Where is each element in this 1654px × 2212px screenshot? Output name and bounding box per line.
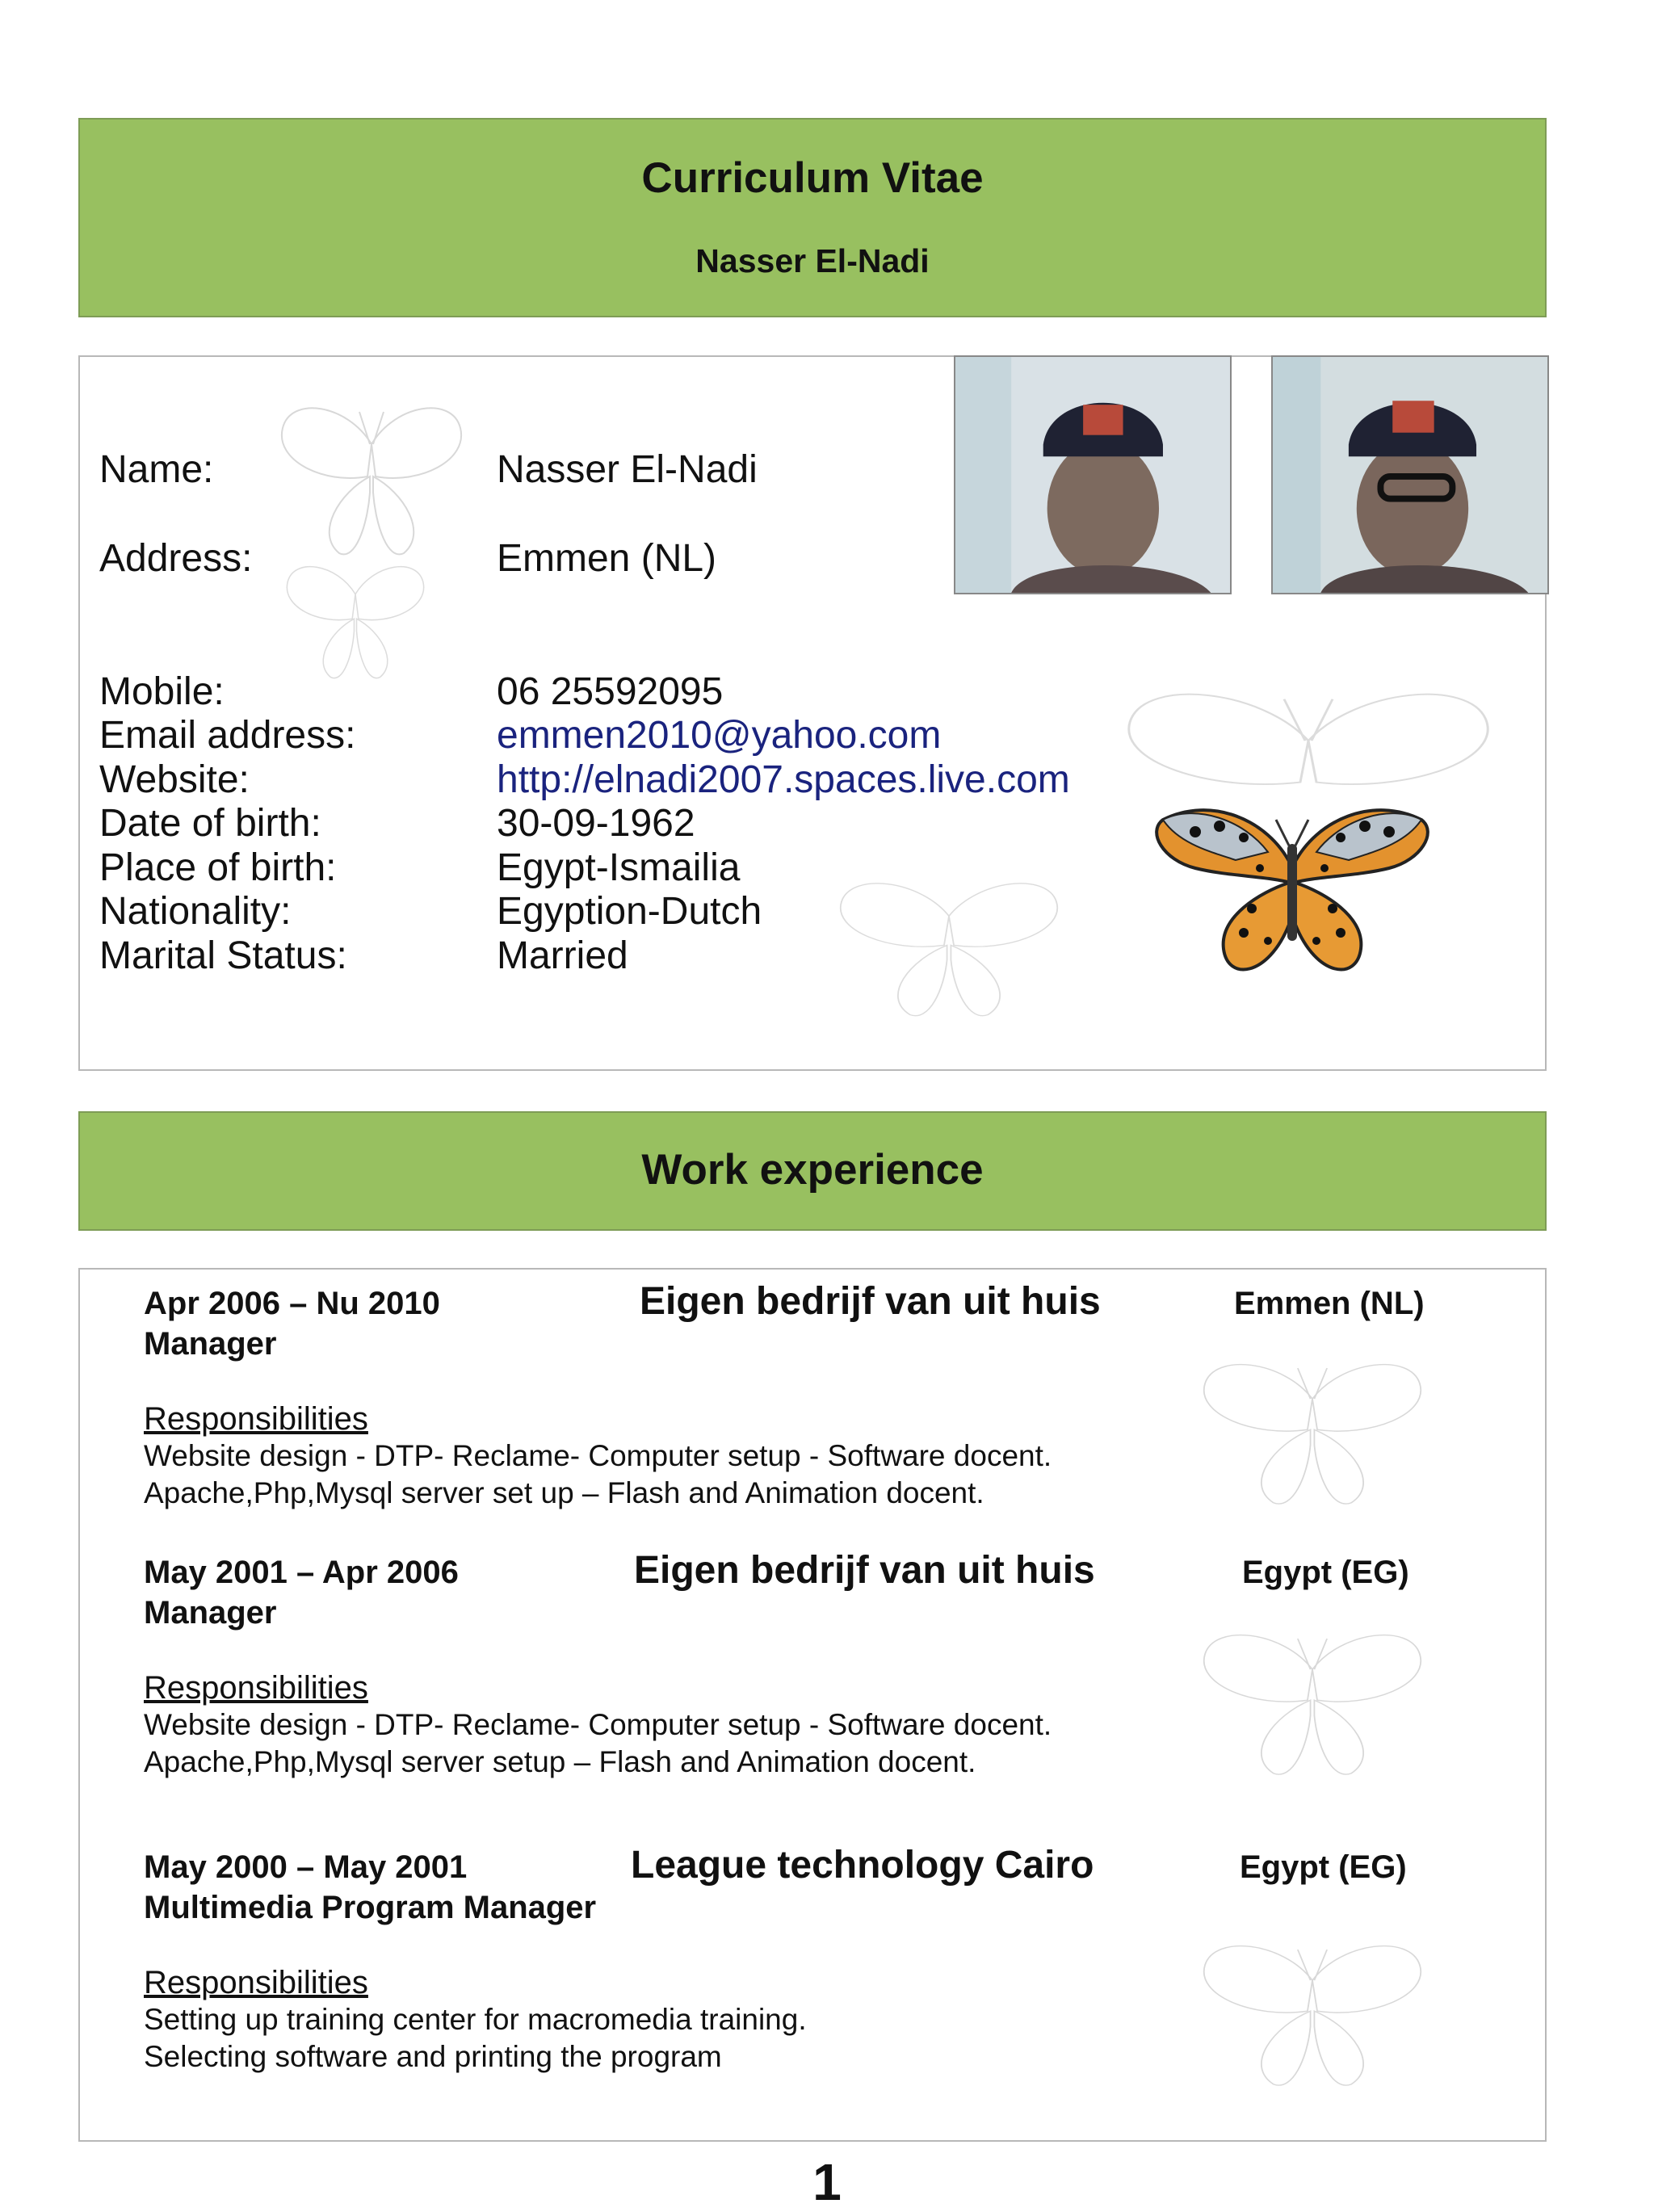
responsibilities-heading: Responsibilities [144,1401,368,1437]
page-number: 1 [812,2153,842,2211]
job-role: Manager [144,1595,277,1631]
nationality-label: Nationality: [99,890,292,933]
pob-value: Egypt-Ismailia [497,846,741,889]
outline-butterfly-icon [1195,1934,1429,2096]
outline-butterfly-icon [1195,1623,1429,1785]
job-company: Eigen bedrijf van uit huis [640,1280,1101,1323]
job-period: May 2001 – Apr 2006 [144,1555,459,1590]
responsibility-line: Website design - DTP- Reclame- Computer setup - Software docent. [144,1708,1052,1741]
responsibility-line: Apache,Php,Mysql server setup – Flash and Animation docent. [144,1745,976,1778]
website-label: Website: [99,758,250,801]
mobile-label: Mobile: [99,670,225,713]
marital-value: Married [497,934,628,977]
job-period: Apr 2006 – Nu 2010 [144,1286,440,1321]
profile-photo [954,355,1232,594]
website-link[interactable]: http://elnadi2007.spaces.live.com [497,758,1070,801]
job-period: May 2000 – May 2001 [144,1849,468,1885]
marital-label: Marital Status: [99,934,347,977]
address-label: Address: [99,537,253,580]
pob-label: Place of birth: [99,846,337,889]
job-location: Egypt (EG) [1242,1555,1409,1590]
outline-butterfly-icon [832,872,1066,1026]
name-value: Nasser El-Nadi [497,448,758,491]
outline-butterfly-icon [275,396,468,565]
cv-title: Curriculum Vitae [641,154,984,202]
responsibility-line: Setting up training center for macromedia training. [144,2003,807,2036]
dob-label: Date of birth: [99,802,321,845]
job-role: Multimedia Program Manager [144,1890,597,1925]
job-location: Egypt (EG) [1240,1849,1407,1885]
cv-subtitle: Nasser El-Nadi [695,242,930,279]
outline-butterfly-icon [275,557,436,686]
profile-photo [1271,355,1549,594]
butterfly-illustration-icon [1147,787,1438,997]
name-label: Name: [99,448,214,491]
email-link[interactable]: emmen2010@yahoo.com [497,714,942,757]
responsibility-line: Apache,Php,Mysql server set up – Flash and Animation docent. [144,1476,984,1509]
job-role: Manager [144,1326,277,1362]
address-value: Emmen (NL) [497,537,717,580]
responsibilities-heading: Responsibilities [144,1670,368,1706]
responsibilities-heading: Responsibilities [144,1965,368,2000]
nationality-value: Egyption-Dutch [497,890,762,933]
job-company: Eigen bedrijf van uit huis [634,1549,1095,1592]
email-label: Email address: [99,714,356,757]
work-experience-title: Work experience [641,1146,984,1194]
outline-butterfly-icon [1195,1353,1429,1514]
mobile-value: 06 25592095 [497,670,724,713]
job-location: Emmen (NL) [1234,1286,1425,1321]
cv-header-banner [78,118,1547,317]
work-experience-banner [78,1111,1547,1231]
responsibility-line: Selecting software and printing the program [144,2040,722,2073]
job-company: League technology Cairo [631,1844,1094,1887]
dob-value: 30-09-1962 [497,802,695,845]
responsibility-line: Website design - DTP- Reclame- Computer setup - Software docent. [144,1439,1052,1472]
